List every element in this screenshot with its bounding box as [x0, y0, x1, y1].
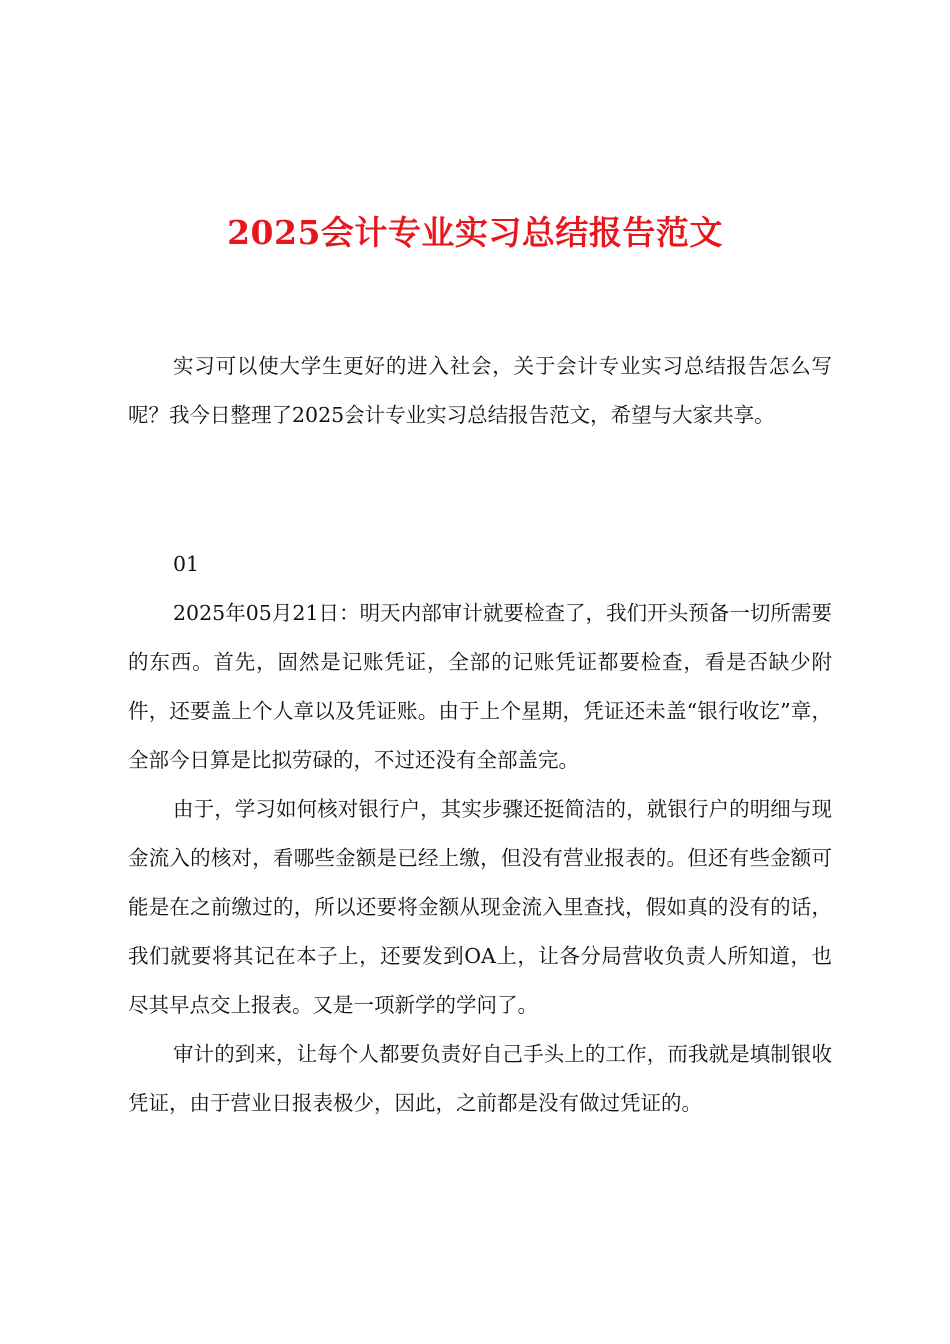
paragraph-1: 2025年05月21日：明天内部审计就要检查了，我们开头预备一切所需要的东西。首先，固然是记账凭证，全部的记账凭证都要检查，看是否缺少附件，还要盖上个人章以及凭证账。由于上个星期，凭证还未盖“银行收讫”章，全部今日算是比拟劳碌的，不过还没有全部盖完。	[128, 601, 832, 772]
section-number: 01	[173, 552, 200, 576]
intro-paragraph: 实习可以使大学生更好的进入社会，关于会计专业实习总结报告怎么写呢？我今日整理了2025会计专业实习总结报告范文，希望与大家共享。	[128, 354, 832, 427]
paragraph-3: 审计的到来，让每个人都要负责好自己手头上的工作，而我就是填制银收凭证，由于营业日报表极少，因此，之前都是没有做过凭证的。	[128, 1042, 832, 1115]
paragraph-2: 由于，学习如何核对银行户，其实步骤还挺简洁的，就银行户的明细与现金流入的核对，看哪些金额是已经上缴，但没有营业报表的。但还有些金额可能是在之前缴过的，所以还要将金额从现金流入里查找，假如真的没有的话，我们就要将其记在本子上，还要发到OA上，让各分局营收负责人所知道，也尽其早点交上报表。又是一项新学的学问了。	[128, 797, 832, 1017]
document-title: 2025会计专业实习总结报告范文	[227, 213, 723, 252]
